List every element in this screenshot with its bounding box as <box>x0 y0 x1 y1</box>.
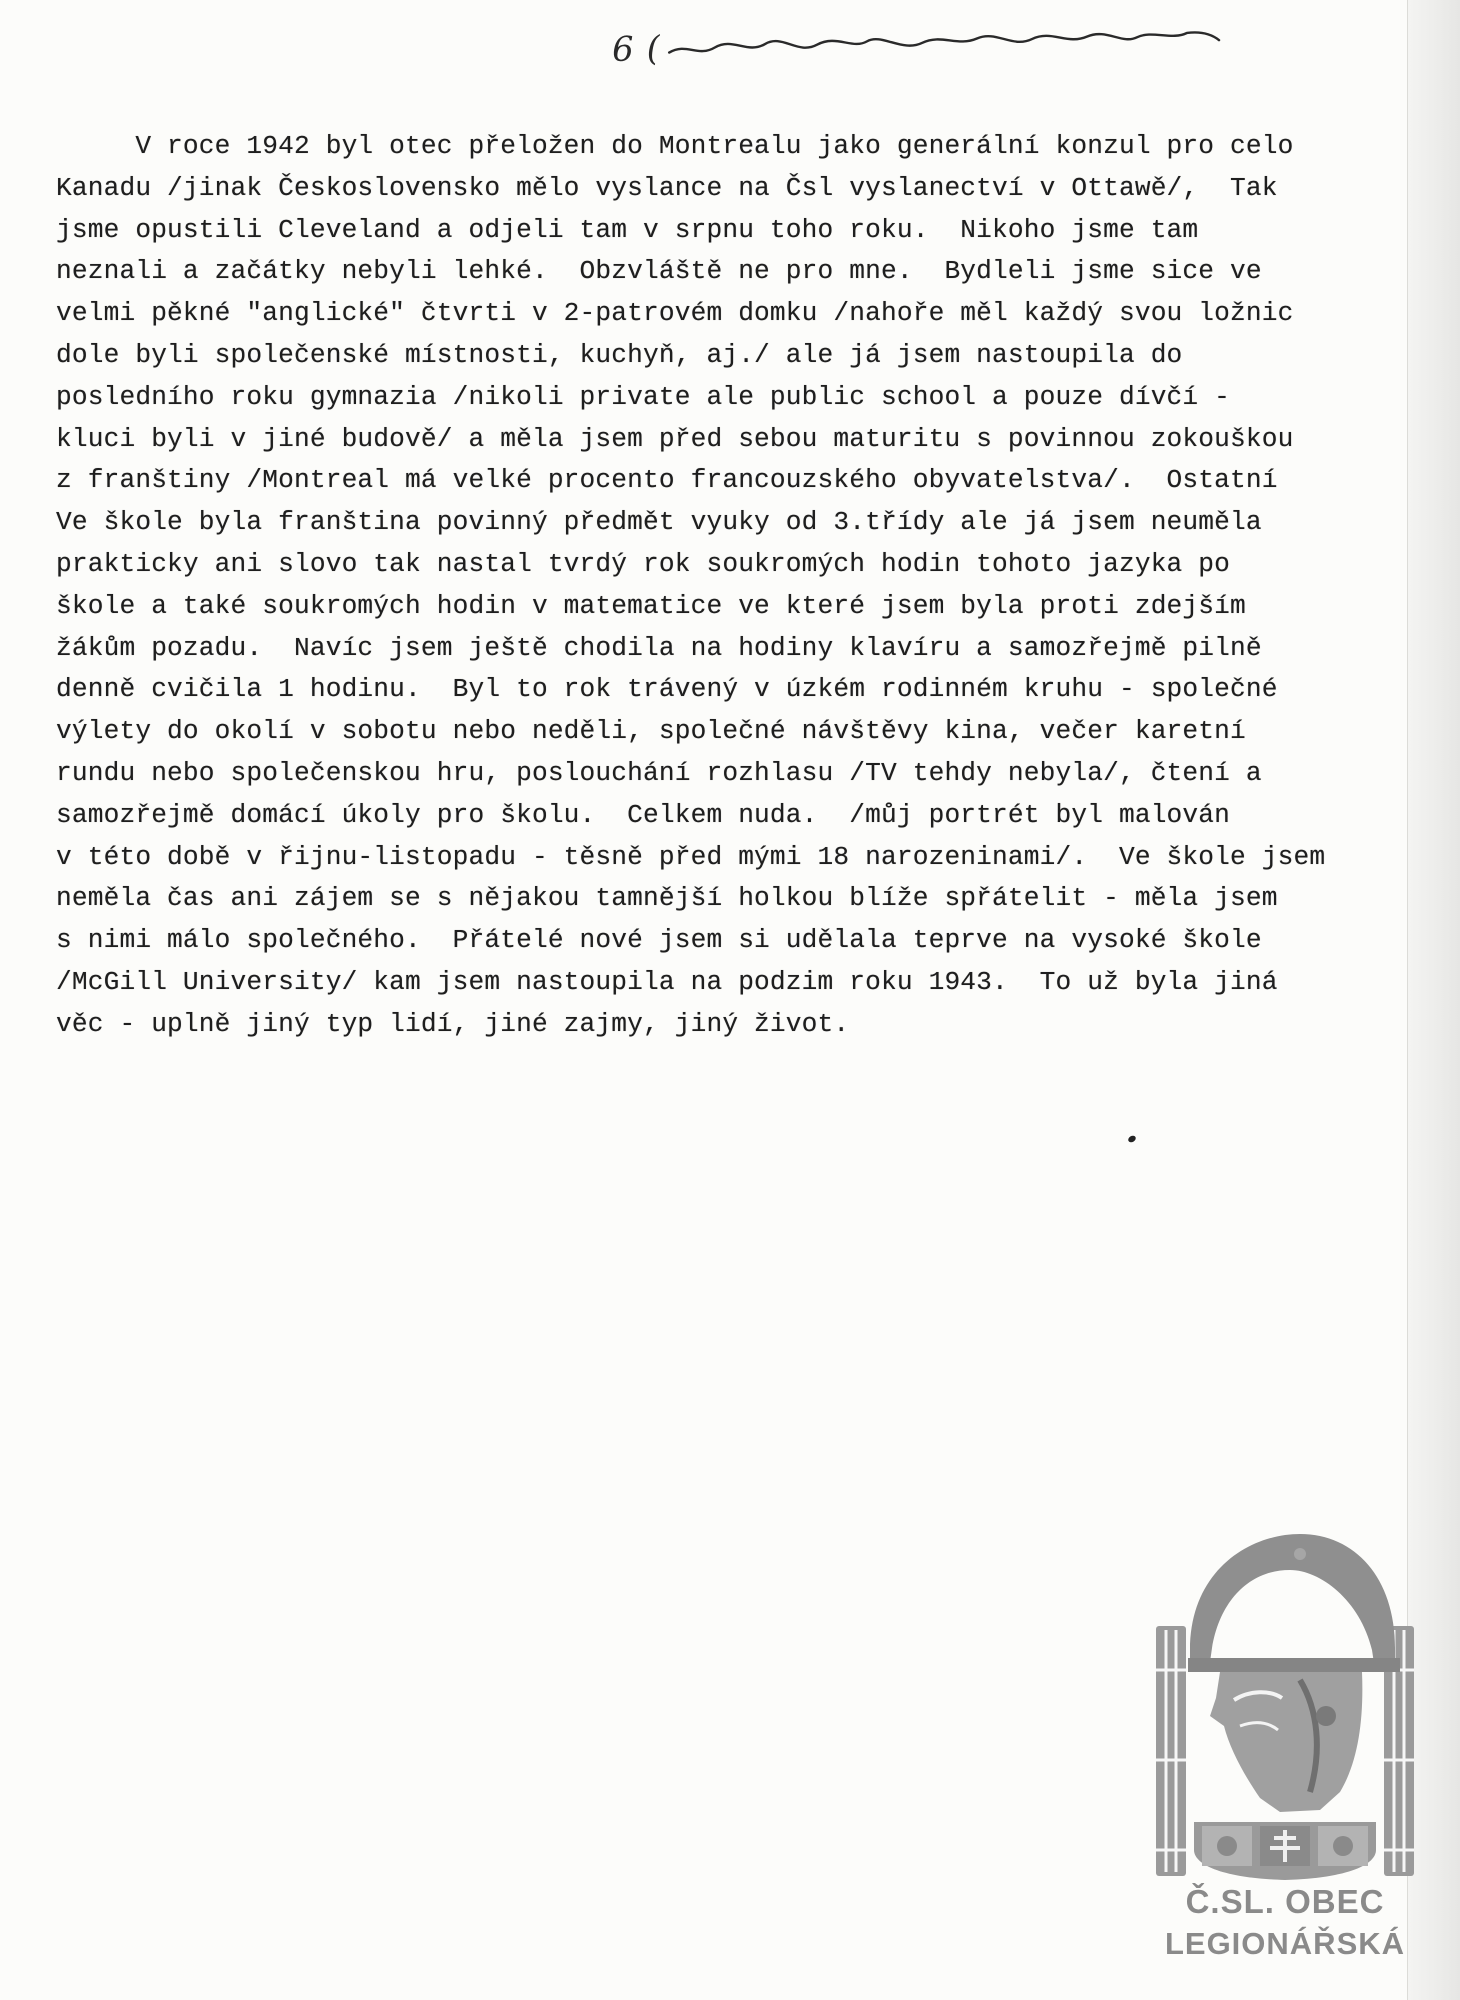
text-line: žákům pozadu. Navíc jsem ještě chodila na hodiny klavíru a samozřejmě pilně <box>56 632 1262 663</box>
text-line: z franštiny /Montreal má velké procento francouzského obyvatelstva/. Ostatní <box>56 465 1278 496</box>
text-line: škole a také soukromých hodin v matematice ve které jsem byla proti zdejším <box>56 590 1246 621</box>
text-line: velmi pěkné "anglické" čtvrti v 2-patrovém domku /nahoře měl každý svou ložnic <box>56 298 1294 329</box>
legion-association-stamp <box>1150 1530 1420 1980</box>
handwritten-note-text: 6 ( <box>611 28 662 71</box>
text-line: samozřejmě domácí úkoly pro školu. Celkem nuda. /můj portrét byl malován <box>56 799 1231 830</box>
stamp-text-line: LEGIONÁŘSKÁ <box>1164 1926 1406 1961</box>
text-line: výlety do okolí v sobotu nebo neděli, společné návštěvy kina, večer karetní <box>56 716 1246 747</box>
handwritten-scribble <box>667 26 1227 61</box>
text-line: dole byli společenské místnosti, kuchyň, aj./ ale já jsem nastoupila do <box>56 339 1183 370</box>
text-line: denně cvičila 1 hodinu. Byl to rok trávený v úzkém rodinném kruhu - společné <box>56 674 1278 705</box>
text-line: s nimi málo společného. Přátelé nové jsem si udělala teprve na vysoké škole <box>56 925 1262 956</box>
text-line: kluci byli v jiné budově/ a měla jsem před sebou maturitu s povinnou zokouškou <box>56 423 1294 454</box>
text-line: /McGill University/ kam jsem nastoupila na podzim roku 1943. To už byla jiná <box>56 966 1278 997</box>
text-line: prakticky ani slovo tak nastal tvrdý rok soukromých hodin tohoto jazyka po <box>56 548 1231 579</box>
text-line: Kanadu /jinak Československo mělo vyslance na Čsl vyslanectví v Ottawě/, Tak <box>56 172 1278 203</box>
text-line: jsme opustili Cleveland a odjeli tam v srpnu toho roku. Nikoho jsme tam <box>56 214 1199 245</box>
text-line: rundu nebo společenskou hru, poslouchání rozhlasu /TV tehdy nebyla/, čtení a <box>56 757 1262 788</box>
text-line: věc - uplně jiný typ lidí, jiné zajmy, jiný život. <box>56 1008 850 1039</box>
ink-mark <box>1127 1134 1137 1143</box>
text-line: neměla čas ani zájem se s nějakou tamnější holkou blíže spřátelit - měla jsem <box>56 883 1278 914</box>
text-line: Ve škole byla franština povinný předmět vyuky od 3.třídy ale já jsem neuměla <box>56 507 1262 538</box>
legionnaire-emblem-icon <box>1150 1530 1420 1880</box>
text-line: v této době v řijnu-listopadu - těsně před mými 18 narozeninami/. Ve škole jsem <box>56 841 1326 872</box>
typed-text-body <box>56 126 1396 1046</box>
stamp-text-line: Č.SL. OBEC <box>1185 1883 1385 1920</box>
handwritten-page-note <box>612 14 1228 70</box>
text-line: neznali a začátky nebyli lehké. Obzvláště ne pro mne. Bydleli jsme sice ve <box>56 256 1262 287</box>
text-line: posledního roku gymnazia /nikoli private ale public school a pouze dívčí - <box>56 381 1231 412</box>
text-line: V roce 1942 byl otec přeložen do Montrealu jako generální konzul pro celo <box>56 131 1294 161</box>
